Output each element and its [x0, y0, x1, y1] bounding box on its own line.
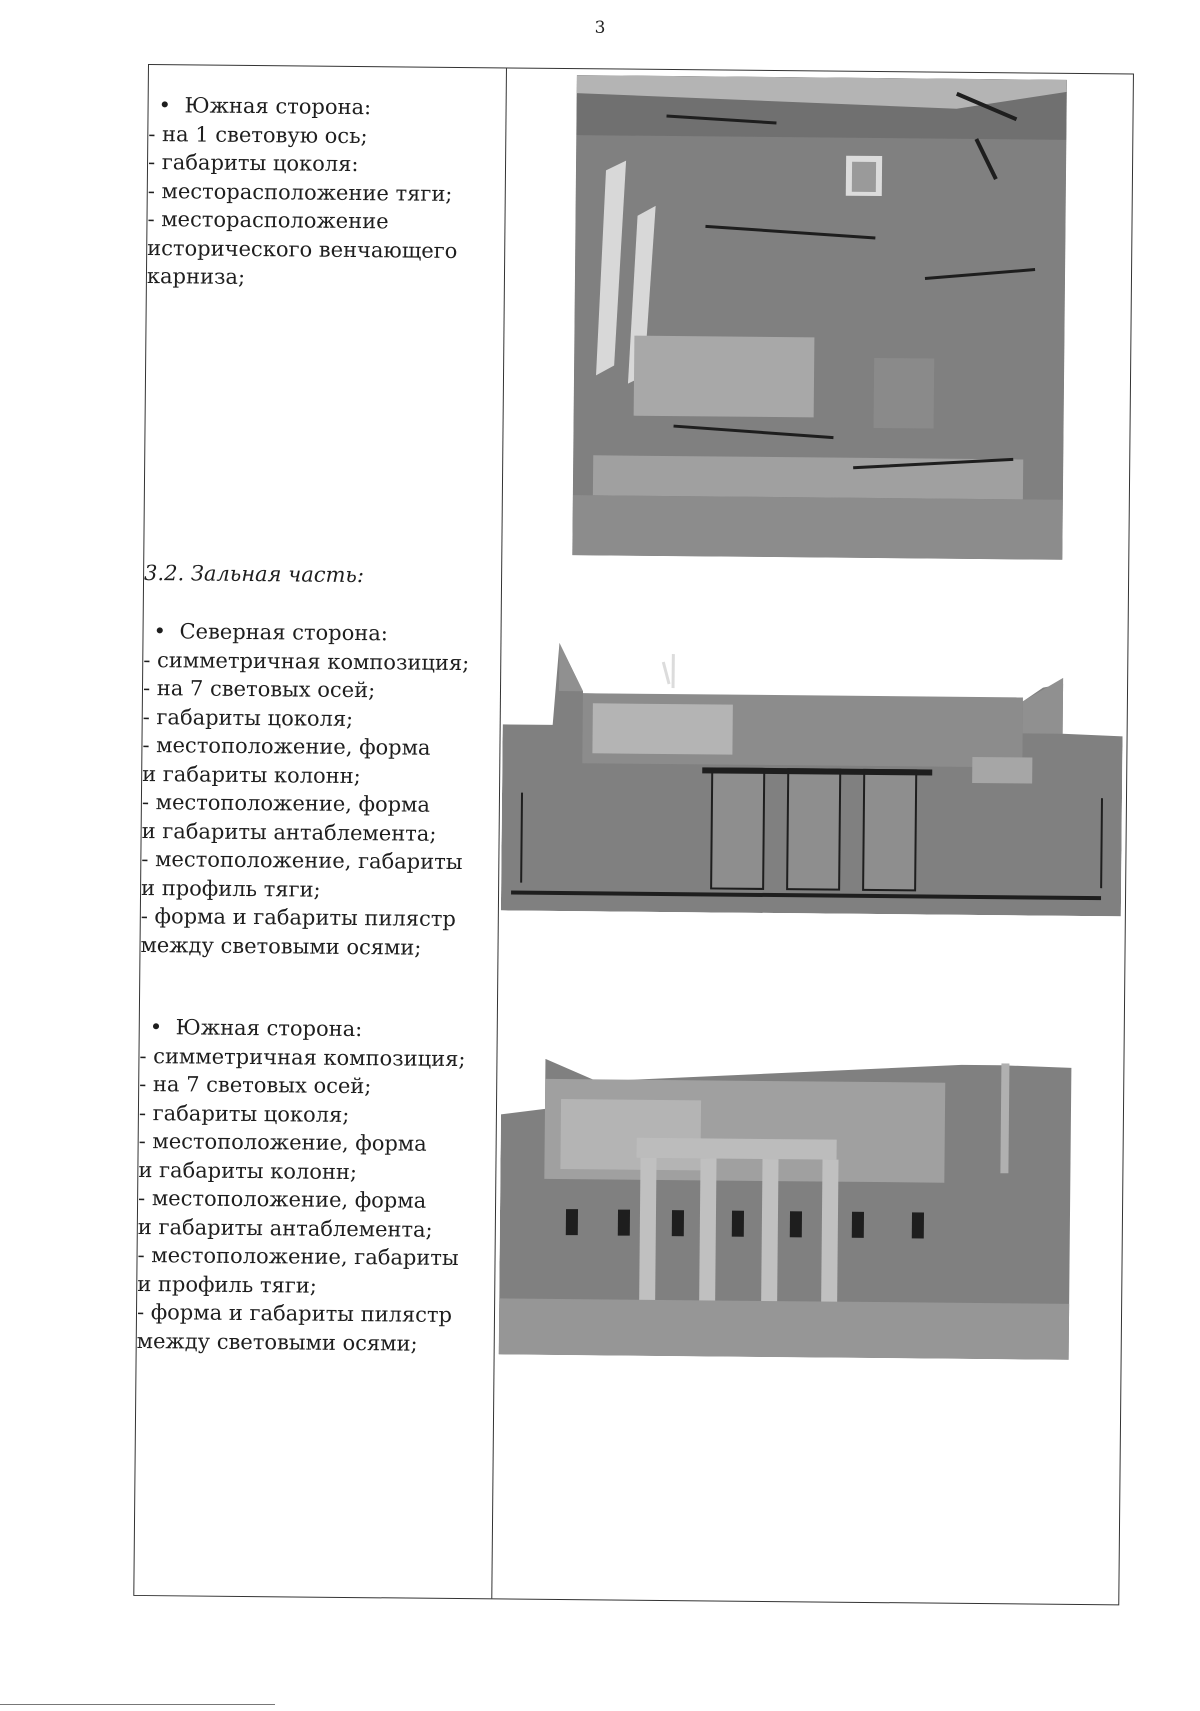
block3-line: и габариты колонн; [138, 1157, 358, 1184]
block1-title: Южная сторона: [184, 93, 372, 120]
bullet-icon: • [153, 619, 167, 644]
section-hall-part [144, 559, 494, 591]
block1-line: - на 1 световую ось; [148, 121, 368, 148]
block3-line: и профиль тяги; [137, 1271, 317, 1298]
block1-line: исторического венчающего [147, 235, 458, 263]
page-number: 3 [594, 18, 606, 38]
block3-line: и габариты антаблемента; [137, 1214, 433, 1242]
block3-line: - местоположение, габариты [137, 1242, 459, 1271]
block3-title: Южная сторона: [175, 1015, 363, 1042]
photo-north-facade-hall [501, 642, 1124, 916]
bullet-icon: • [149, 1015, 163, 1040]
section-heading: 3.2. Зальная часть: [143, 560, 365, 588]
block2-line: и габариты антаблемента; [141, 818, 437, 846]
block3-line: - симметричная композиция; [139, 1043, 466, 1071]
block3-line: - форма и габариты пилястр [136, 1299, 453, 1327]
photo-image [572, 75, 1067, 560]
block2-line: между световыми осями; [140, 932, 422, 960]
block2-line: - на 7 световых осей; [142, 675, 376, 703]
block3-line: - на 7 световых осей; [139, 1071, 372, 1099]
footer-rule [0, 1704, 275, 1705]
block1-line: - месторасположение [147, 207, 389, 234]
bullet-icon: • [158, 93, 172, 118]
text-south-side-hall [137, 1013, 490, 1358]
document-table [133, 64, 1134, 1605]
block3-line: - местоположение, форма [137, 1185, 427, 1213]
text-north-side [140, 617, 493, 962]
block2-line: - местоположение, форма [141, 789, 431, 817]
block3-title-line [140, 1013, 490, 1045]
block2-line: - форма и габариты пилястр [140, 903, 456, 931]
text-south-side-one-axis [147, 91, 499, 294]
block3-line: - габариты цоколя; [138, 1100, 350, 1127]
photo-south-facade-wing [572, 75, 1067, 560]
photo-image [499, 1058, 1122, 1360]
block2-line: - симметричная композиция; [143, 647, 470, 675]
block3-line: - местоположение, форма [138, 1128, 427, 1156]
block1-line: - габариты цоколя: [147, 150, 359, 177]
block2-line: - местоположение, габариты [141, 846, 463, 875]
block2-line: и габариты колонн; [142, 761, 361, 788]
block2-title: Северная сторона: [179, 619, 389, 646]
photo-south-facade-hall [499, 1058, 1122, 1360]
block1-line: карниза; [146, 264, 246, 289]
block2-line: и профиль тяги; [140, 875, 321, 902]
photo-image [501, 642, 1124, 916]
block1-line: - месторасположение тяги; [147, 178, 453, 206]
block2-line: - местоположение, форма [142, 732, 431, 760]
block2-title-line [143, 617, 493, 649]
block3-line: между световыми осями; [136, 1328, 418, 1356]
block1-title-line [148, 91, 498, 123]
block2-line: - габариты цоколя; [142, 704, 354, 731]
